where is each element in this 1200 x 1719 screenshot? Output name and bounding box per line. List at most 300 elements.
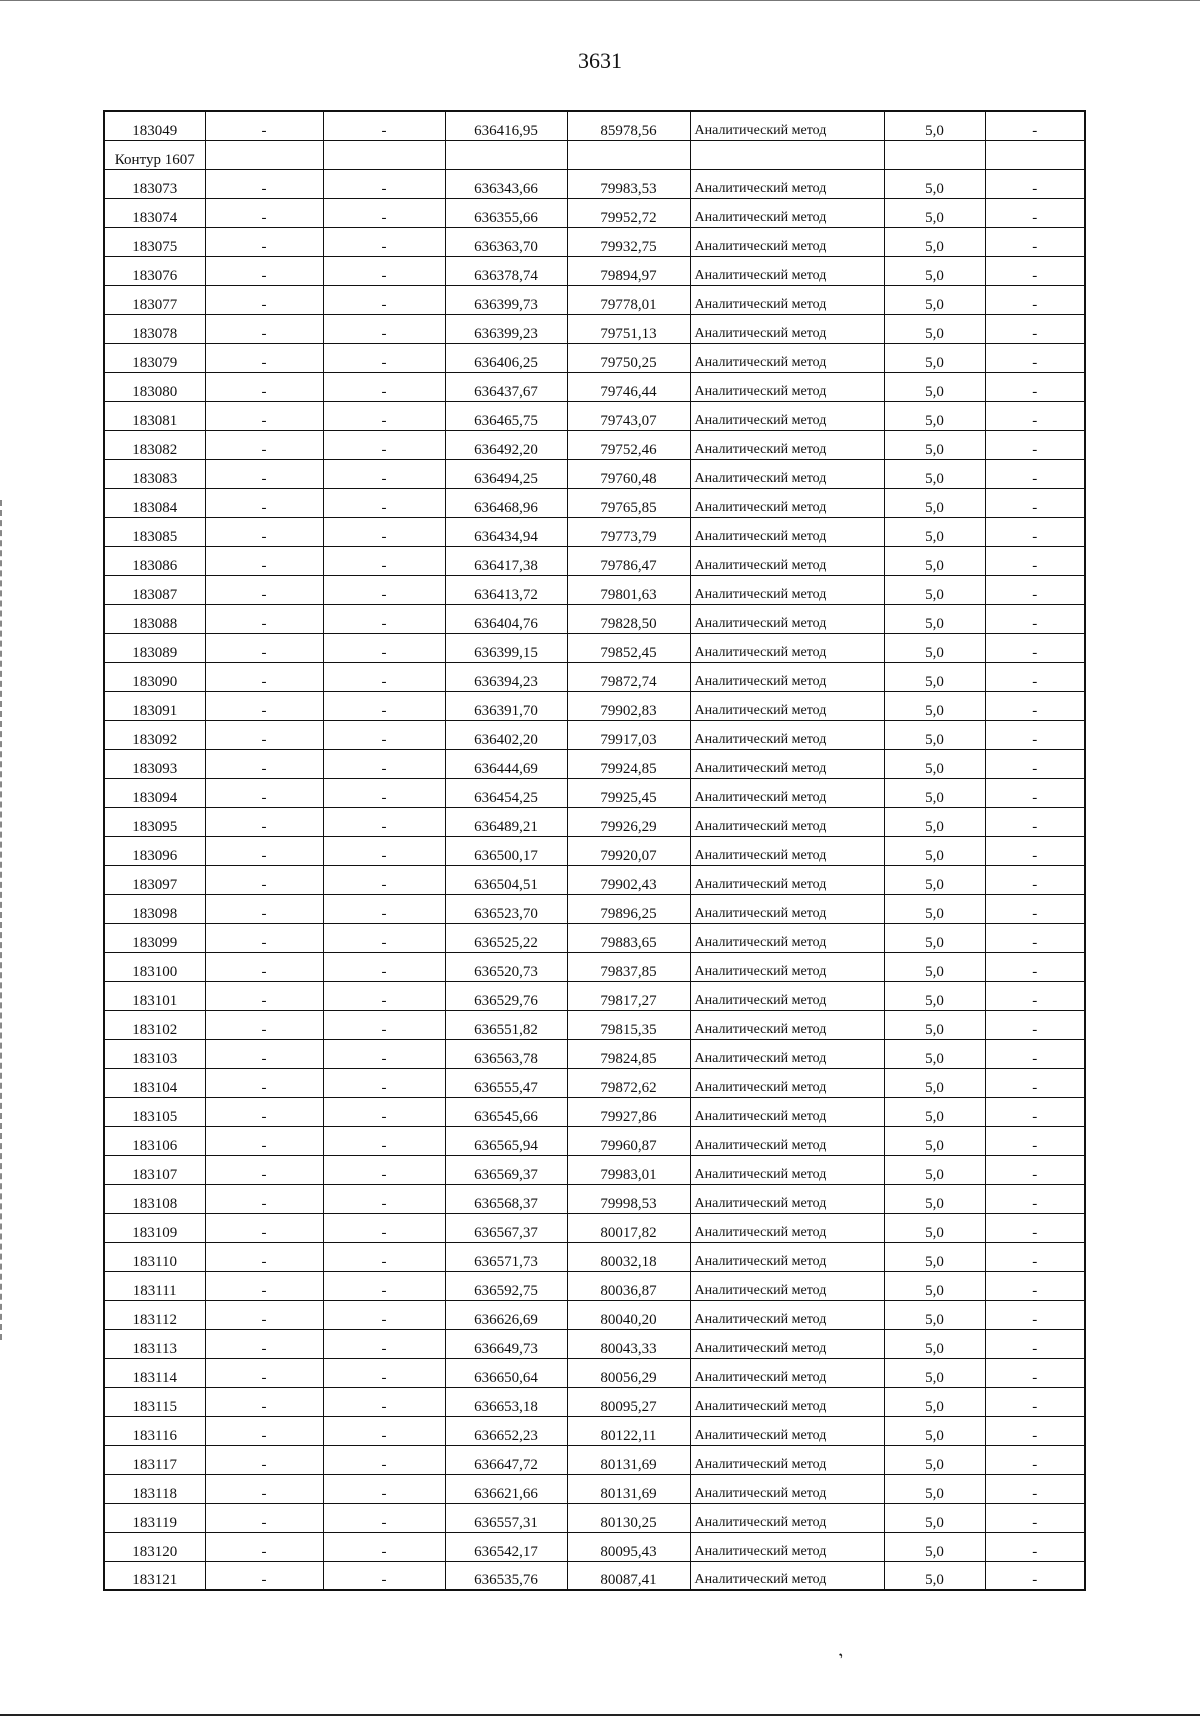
- column-3-cell: -: [323, 894, 445, 923]
- table-row: [104, 1329, 1085, 1358]
- method-cell: Аналитический метод: [690, 1242, 884, 1271]
- column-8-cell: -: [985, 169, 1085, 198]
- table-row: [104, 1097, 1085, 1126]
- y-coordinate-cell: 80131,69: [567, 1474, 690, 1503]
- method-cell: Аналитический метод: [690, 1474, 884, 1503]
- accuracy-cell: 5,0: [884, 488, 985, 517]
- accuracy-cell: 5,0: [884, 662, 985, 691]
- column-3-cell: -: [323, 459, 445, 488]
- point-id-cell: 183110: [104, 1242, 205, 1271]
- column-3-cell: -: [323, 1126, 445, 1155]
- y-coordinate-cell: 79960,87: [567, 1126, 690, 1155]
- column-8-cell: -: [985, 981, 1085, 1010]
- method-cell: Аналитический метод: [690, 604, 884, 633]
- method-cell: Аналитический метод: [690, 285, 884, 314]
- table-row: [104, 633, 1085, 662]
- table-row: [104, 1271, 1085, 1300]
- column-3-cell: -: [323, 865, 445, 894]
- y-coordinate-cell: 79924,85: [567, 749, 690, 778]
- column-2-cell: -: [205, 401, 323, 430]
- y-coordinate-cell: 79746,44: [567, 372, 690, 401]
- page-number: 3631: [578, 48, 622, 73]
- point-id-cell: 183118: [104, 1474, 205, 1503]
- column-8-cell: -: [985, 691, 1085, 720]
- method-cell: Аналитический метод: [690, 1416, 884, 1445]
- column-2-cell: -: [205, 865, 323, 894]
- accuracy-cell: 5,0: [884, 952, 985, 981]
- column-8-cell: -: [985, 1126, 1085, 1155]
- y-coordinate-cell: 79927,86: [567, 1097, 690, 1126]
- y-coordinate-cell: 80087,41: [567, 1561, 690, 1590]
- y-coordinate-cell: 79926,29: [567, 807, 690, 836]
- column-3-cell: -: [323, 517, 445, 546]
- column-8-cell: -: [985, 836, 1085, 865]
- column-3-cell: -: [323, 633, 445, 662]
- x-coordinate-cell: 636399,15: [445, 633, 567, 662]
- column-2-cell: -: [205, 1039, 323, 1068]
- column-2-cell: -: [205, 981, 323, 1010]
- y-coordinate-cell: 79896,25: [567, 894, 690, 923]
- point-id-cell: 183095: [104, 807, 205, 836]
- column-3-cell: -: [323, 372, 445, 401]
- column-2-cell: -: [205, 1503, 323, 1532]
- table-row: [104, 1503, 1085, 1532]
- column-3-cell: -: [323, 1445, 445, 1474]
- x-coordinate-cell: 636489,21: [445, 807, 567, 836]
- column-3-cell: -: [323, 343, 445, 372]
- point-id-cell: 183115: [104, 1387, 205, 1416]
- y-coordinate-cell: 79743,07: [567, 401, 690, 430]
- table-row: [104, 256, 1085, 285]
- method-cell: Аналитический метод: [690, 1387, 884, 1416]
- method-cell: Аналитический метод: [690, 1097, 884, 1126]
- scan-bottom-edge: [0, 1714, 1200, 1716]
- y-coordinate-cell: 80131,69: [567, 1445, 690, 1474]
- point-id-cell: 183085: [104, 517, 205, 546]
- x-coordinate-cell: 636416,95: [445, 111, 567, 140]
- column-2-cell: -: [205, 1329, 323, 1358]
- point-id-cell: 183082: [104, 430, 205, 459]
- column-8-cell: -: [985, 633, 1085, 662]
- table-row: [104, 1184, 1085, 1213]
- column-2-cell: -: [205, 1068, 323, 1097]
- column-3-cell: -: [323, 575, 445, 604]
- y-coordinate-cell: 79917,03: [567, 720, 690, 749]
- y-coordinate-cell: 79778,01: [567, 285, 690, 314]
- method-cell: Аналитический метод: [690, 1184, 884, 1213]
- y-coordinate-cell: 79852,45: [567, 633, 690, 662]
- point-id-cell: 183076: [104, 256, 205, 285]
- method-cell: Аналитический метод: [690, 1068, 884, 1097]
- y-coordinate-cell: 80043,33: [567, 1329, 690, 1358]
- method-cell: Аналитический метод: [690, 546, 884, 575]
- point-id-cell: 183083: [104, 459, 205, 488]
- accuracy-cell: 5,0: [884, 778, 985, 807]
- y-coordinate-cell: 79750,25: [567, 343, 690, 372]
- x-coordinate-cell: 636394,23: [445, 662, 567, 691]
- x-coordinate-cell: 636621,66: [445, 1474, 567, 1503]
- column-2-cell: -: [205, 836, 323, 865]
- accuracy-cell: 5,0: [884, 836, 985, 865]
- column-8-cell: -: [985, 1184, 1085, 1213]
- table-row: [104, 720, 1085, 749]
- table-row: [104, 1561, 1085, 1590]
- point-id-cell: 183113: [104, 1329, 205, 1358]
- column-8-cell: -: [985, 1242, 1085, 1271]
- column-3-cell: -: [323, 807, 445, 836]
- x-coordinate-cell: 636434,94: [445, 517, 567, 546]
- method-cell: Аналитический метод: [690, 981, 884, 1010]
- method-cell: Аналитический метод: [690, 1561, 884, 1590]
- y-coordinate-cell: 79815,35: [567, 1010, 690, 1039]
- x-coordinate-cell: 636404,76: [445, 604, 567, 633]
- point-id-cell: 183114: [104, 1358, 205, 1387]
- method-cell: Аналитический метод: [690, 401, 884, 430]
- method-cell: Аналитический метод: [690, 633, 884, 662]
- method-cell: Аналитический метод: [690, 227, 884, 256]
- column-8-cell: -: [985, 227, 1085, 256]
- accuracy-cell: 5,0: [884, 1532, 985, 1561]
- point-id-cell: 183075: [104, 227, 205, 256]
- accuracy-cell: 5,0: [884, 604, 985, 633]
- table-row: [104, 140, 1085, 169]
- column-2-cell: -: [205, 517, 323, 546]
- accuracy-cell: 5,0: [884, 1416, 985, 1445]
- point-id-cell: 183105: [104, 1097, 205, 1126]
- column-3-cell: -: [323, 1532, 445, 1561]
- column-2-cell: -: [205, 1242, 323, 1271]
- x-coordinate-cell: 636525,22: [445, 923, 567, 952]
- column-2-cell: -: [205, 169, 323, 198]
- y-coordinate-cell: 79760,48: [567, 459, 690, 488]
- column-3-cell: -: [323, 546, 445, 575]
- column-2-cell: -: [205, 1445, 323, 1474]
- column-3-cell: -: [323, 256, 445, 285]
- column-2-cell: -: [205, 1097, 323, 1126]
- accuracy-cell: 5,0: [884, 1329, 985, 1358]
- point-id-cell: 183120: [104, 1532, 205, 1561]
- column-8-cell: -: [985, 865, 1085, 894]
- point-id-cell: 183100: [104, 952, 205, 981]
- column-3-cell: -: [323, 1010, 445, 1039]
- x-coordinate-cell: 636504,51: [445, 865, 567, 894]
- method-cell: Аналитический метод: [690, 662, 884, 691]
- point-id-cell: 183093: [104, 749, 205, 778]
- accuracy-cell: 5,0: [884, 401, 985, 430]
- method-cell: Аналитический метод: [690, 1358, 884, 1387]
- accuracy-cell: 5,0: [884, 1068, 985, 1097]
- x-coordinate-cell: 636529,76: [445, 981, 567, 1010]
- accuracy-cell: 5,0: [884, 430, 985, 459]
- column-3-cell: -: [323, 111, 445, 140]
- x-coordinate-cell: 636468,96: [445, 488, 567, 517]
- accuracy-cell: 5,0: [884, 1358, 985, 1387]
- point-id-cell: 183099: [104, 923, 205, 952]
- column-2-cell: -: [205, 488, 323, 517]
- point-id-cell: 183109: [104, 1213, 205, 1242]
- point-id-cell: 183078: [104, 314, 205, 343]
- table-row: [104, 1358, 1085, 1387]
- column-3-cell: -: [323, 1329, 445, 1358]
- accuracy-cell: 5,0: [884, 459, 985, 488]
- table-row: [104, 1010, 1085, 1039]
- column-8-cell: -: [985, 372, 1085, 401]
- accuracy-cell: 5,0: [884, 1213, 985, 1242]
- y-coordinate-cell: 80032,18: [567, 1242, 690, 1271]
- column-3-cell: -: [323, 227, 445, 256]
- point-id-cell: 183111: [104, 1271, 205, 1300]
- accuracy-cell: 5,0: [884, 1503, 985, 1532]
- y-coordinate-cell: 79817,27: [567, 981, 690, 1010]
- x-coordinate-cell: 636494,25: [445, 459, 567, 488]
- column-3-cell: -: [323, 1300, 445, 1329]
- column-8-cell: -: [985, 401, 1085, 430]
- column-8-cell: -: [985, 198, 1085, 227]
- column-2-cell: -: [205, 923, 323, 952]
- point-id-cell: 183107: [104, 1155, 205, 1184]
- x-coordinate-cell: 636465,75: [445, 401, 567, 430]
- column-3-cell: -: [323, 430, 445, 459]
- x-coordinate-cell: 636492,20: [445, 430, 567, 459]
- table-row: [104, 981, 1085, 1010]
- column-2-cell: -: [205, 749, 323, 778]
- column-3-cell: -: [323, 952, 445, 981]
- method-cell: Аналитический метод: [690, 807, 884, 836]
- accuracy-cell: 5,0: [884, 256, 985, 285]
- point-id-cell: 183103: [104, 1039, 205, 1068]
- accuracy-cell: 5,0: [884, 1010, 985, 1039]
- column-2-cell: -: [205, 459, 323, 488]
- table-row: [104, 1300, 1085, 1329]
- accuracy-cell: 5,0: [884, 720, 985, 749]
- accuracy-cell: 5,0: [884, 1097, 985, 1126]
- y-coordinate-cell: 79872,74: [567, 662, 690, 691]
- x-coordinate-cell: [445, 140, 567, 169]
- method-cell: Аналитический метод: [690, 865, 884, 894]
- point-id-cell: 183094: [104, 778, 205, 807]
- table-row: [104, 1068, 1085, 1097]
- point-id-cell: 183074: [104, 198, 205, 227]
- accuracy-cell: 5,0: [884, 894, 985, 923]
- y-coordinate-cell: 79925,45: [567, 778, 690, 807]
- method-cell: Аналитический метод: [690, 256, 884, 285]
- point-id-cell: 183112: [104, 1300, 205, 1329]
- accuracy-cell: 5,0: [884, 923, 985, 952]
- point-id-cell: 183090: [104, 662, 205, 691]
- column-8-cell: -: [985, 459, 1085, 488]
- method-cell: Аналитический метод: [690, 749, 884, 778]
- column-8-cell: -: [985, 807, 1085, 836]
- x-coordinate-cell: 636355,66: [445, 198, 567, 227]
- column-3-cell: -: [323, 1474, 445, 1503]
- table-row: [104, 343, 1085, 372]
- method-cell: Аналитический метод: [690, 1039, 884, 1068]
- method-cell: Аналитический метод: [690, 1155, 884, 1184]
- column-2-cell: -: [205, 1213, 323, 1242]
- column-3-cell: -: [323, 1387, 445, 1416]
- accuracy-cell: 5,0: [884, 691, 985, 720]
- column-2-cell: -: [205, 691, 323, 720]
- column-2-cell: -: [205, 894, 323, 923]
- method-cell: Аналитический метод: [690, 314, 884, 343]
- x-coordinate-cell: 636444,69: [445, 749, 567, 778]
- x-coordinate-cell: 636399,73: [445, 285, 567, 314]
- table-row: [104, 865, 1085, 894]
- table-row: [104, 198, 1085, 227]
- accuracy-cell: 5,0: [884, 1184, 985, 1213]
- x-coordinate-cell: 636555,47: [445, 1068, 567, 1097]
- coordinates-table: [103, 110, 1086, 1591]
- column-8-cell: [985, 140, 1085, 169]
- column-8-cell: -: [985, 1068, 1085, 1097]
- method-cell: Аналитический метод: [690, 517, 884, 546]
- column-3-cell: -: [323, 923, 445, 952]
- column-3-cell: -: [323, 1184, 445, 1213]
- scan-left-edge: [0, 500, 4, 1340]
- x-coordinate-cell: 636399,23: [445, 314, 567, 343]
- accuracy-cell: 5,0: [884, 981, 985, 1010]
- y-coordinate-cell: 79883,65: [567, 923, 690, 952]
- column-3-cell: -: [323, 749, 445, 778]
- column-2-cell: -: [205, 1561, 323, 1590]
- column-8-cell: -: [985, 1097, 1085, 1126]
- column-8-cell: -: [985, 894, 1085, 923]
- method-cell: Аналитический метод: [690, 1271, 884, 1300]
- x-coordinate-cell: 636406,25: [445, 343, 567, 372]
- y-coordinate-cell: 79983,53: [567, 169, 690, 198]
- table-row: [104, 459, 1085, 488]
- table-row: [104, 430, 1085, 459]
- point-id-cell: 183086: [104, 546, 205, 575]
- column-3-cell: -: [323, 691, 445, 720]
- y-coordinate-cell: 79872,62: [567, 1068, 690, 1097]
- accuracy-cell: 5,0: [884, 1271, 985, 1300]
- y-coordinate-cell: 79786,47: [567, 546, 690, 575]
- y-coordinate-cell: 79765,85: [567, 488, 690, 517]
- table-row: [104, 1155, 1085, 1184]
- table-row: [104, 517, 1085, 546]
- accuracy-cell: 5,0: [884, 633, 985, 662]
- point-id-cell: 183117: [104, 1445, 205, 1474]
- table-row: [104, 372, 1085, 401]
- point-id-cell: 183101: [104, 981, 205, 1010]
- y-coordinate-cell: 79902,83: [567, 691, 690, 720]
- point-id-cell: 183096: [104, 836, 205, 865]
- accuracy-cell: 5,0: [884, 865, 985, 894]
- column-3-cell: -: [323, 1503, 445, 1532]
- table-row: [104, 575, 1085, 604]
- column-8-cell: -: [985, 1358, 1085, 1387]
- point-id-cell: 183108: [104, 1184, 205, 1213]
- column-3-cell: -: [323, 401, 445, 430]
- column-8-cell: -: [985, 720, 1085, 749]
- method-cell: Аналитический метод: [690, 1300, 884, 1329]
- stray-pen-mark: ,: [831, 1640, 845, 1660]
- table-row: [104, 1213, 1085, 1242]
- method-cell: Аналитический метод: [690, 488, 884, 517]
- column-3-cell: -: [323, 488, 445, 517]
- column-8-cell: -: [985, 1329, 1085, 1358]
- accuracy-cell: 5,0: [884, 1387, 985, 1416]
- point-id-cell: 183119: [104, 1503, 205, 1532]
- point-id-cell: 183084: [104, 488, 205, 517]
- column-8-cell: -: [985, 343, 1085, 372]
- column-2-cell: -: [205, 430, 323, 459]
- column-8-cell: -: [985, 1300, 1085, 1329]
- accuracy-cell: 5,0: [884, 198, 985, 227]
- table-row: [104, 1039, 1085, 1068]
- accuracy-cell: 5,0: [884, 575, 985, 604]
- y-coordinate-cell: 79894,97: [567, 256, 690, 285]
- x-coordinate-cell: 636417,38: [445, 546, 567, 575]
- x-coordinate-cell: 636343,66: [445, 169, 567, 198]
- x-coordinate-cell: 636647,72: [445, 1445, 567, 1474]
- column-3-cell: -: [323, 169, 445, 198]
- column-8-cell: -: [985, 923, 1085, 952]
- column-2-cell: -: [205, 1387, 323, 1416]
- x-coordinate-cell: 636568,37: [445, 1184, 567, 1213]
- point-id-cell: 183091: [104, 691, 205, 720]
- point-id-cell: 183121: [104, 1561, 205, 1590]
- column-8-cell: -: [985, 749, 1085, 778]
- table-row: [104, 488, 1085, 517]
- accuracy-cell: 5,0: [884, 169, 985, 198]
- method-cell: Аналитический метод: [690, 836, 884, 865]
- column-8-cell: -: [985, 1474, 1085, 1503]
- column-2-cell: -: [205, 1155, 323, 1184]
- y-coordinate-cell: 80056,29: [567, 1358, 690, 1387]
- method-cell: Аналитический метод: [690, 1329, 884, 1358]
- x-coordinate-cell: 636551,82: [445, 1010, 567, 1039]
- method-cell: Аналитический метод: [690, 720, 884, 749]
- y-coordinate-cell: 80036,87: [567, 1271, 690, 1300]
- y-coordinate-cell: 79824,85: [567, 1039, 690, 1068]
- column-2-cell: -: [205, 111, 323, 140]
- method-cell: Аналитический метод: [690, 894, 884, 923]
- point-id-cell: 183092: [104, 720, 205, 749]
- y-coordinate-cell: 85978,56: [567, 111, 690, 140]
- x-coordinate-cell: 636649,73: [445, 1329, 567, 1358]
- point-id-cell: 183077: [104, 285, 205, 314]
- column-3-cell: -: [323, 1242, 445, 1271]
- y-coordinate-cell: 80040,20: [567, 1300, 690, 1329]
- column-2-cell: -: [205, 227, 323, 256]
- column-8-cell: -: [985, 604, 1085, 633]
- method-cell: Аналитический метод: [690, 459, 884, 488]
- method-cell: Аналитический метод: [690, 198, 884, 227]
- table-row: [104, 894, 1085, 923]
- column-2-cell: -: [205, 546, 323, 575]
- accuracy-cell: [884, 140, 985, 169]
- table-row: [104, 836, 1085, 865]
- accuracy-cell: 5,0: [884, 227, 985, 256]
- column-8-cell: -: [985, 1010, 1085, 1039]
- point-id-cell: 183097: [104, 865, 205, 894]
- column-2-cell: -: [205, 285, 323, 314]
- column-3-cell: -: [323, 1097, 445, 1126]
- column-3-cell: -: [323, 314, 445, 343]
- column-2-cell: -: [205, 343, 323, 372]
- column-3-cell: -: [323, 778, 445, 807]
- column-3-cell: -: [323, 604, 445, 633]
- column-3-cell: -: [323, 981, 445, 1010]
- method-cell: Аналитический метод: [690, 778, 884, 807]
- column-2-cell: -: [205, 1532, 323, 1561]
- column-3-cell: -: [323, 1271, 445, 1300]
- y-coordinate-cell: 79828,50: [567, 604, 690, 633]
- point-id-cell: 183102: [104, 1010, 205, 1039]
- table-row: [104, 691, 1085, 720]
